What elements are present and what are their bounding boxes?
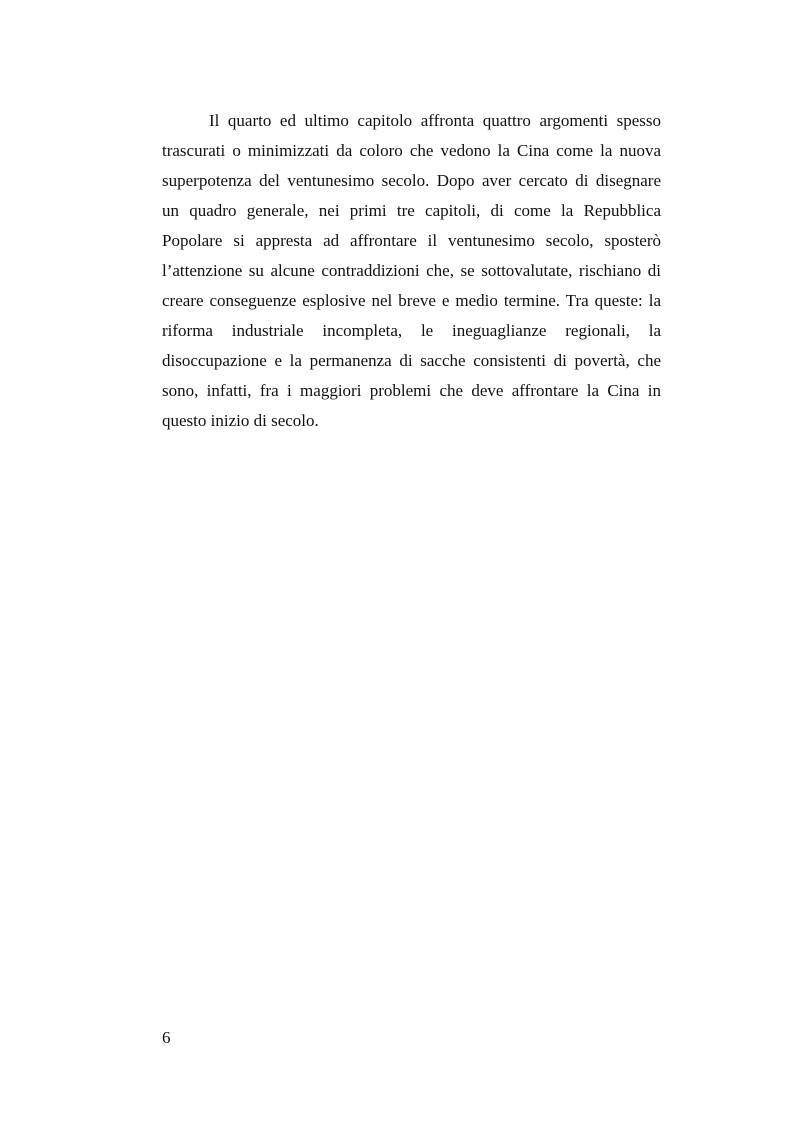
- paragraph-line: Popolare si appresta ad affrontare il ventunesimo secolo, sposterò: [162, 231, 661, 250]
- paragraph-line: questo inizio di secolo.: [162, 411, 319, 430]
- paragraph-line: sono, infatti, fra i maggiori problemi che deve affrontare la Cina in: [162, 381, 661, 400]
- paragraph-line: trascurati o minimizzati da coloro che vedono la Cina come la nuova: [162, 141, 661, 160]
- body-paragraph: [162, 106, 661, 436]
- paragraph-line: l’attenzione su alcune contraddizioni che, se sottovalutate, rischiano di: [162, 261, 661, 280]
- paragraph-line: un quadro generale, nei primi tre capitoli, di come la Repubblica: [162, 201, 661, 220]
- page-number: 6: [162, 1028, 171, 1047]
- paragraph-line: Il quarto ed ultimo capitolo affronta quattro argomenti spesso: [209, 111, 661, 130]
- paragraph-line: superpotenza del ventunesimo secolo. Dopo aver cercato di disegnare: [162, 171, 661, 190]
- paragraph-line: riforma industriale incompleta, le ineguaglianze regionali, la: [162, 321, 661, 340]
- paragraph-line: creare conseguenze esplosive nel breve e medio termine. Tra queste: la: [162, 291, 661, 310]
- paragraph-line: disoccupazione e la permanenza di sacche consistenti di povertà, che: [162, 351, 661, 370]
